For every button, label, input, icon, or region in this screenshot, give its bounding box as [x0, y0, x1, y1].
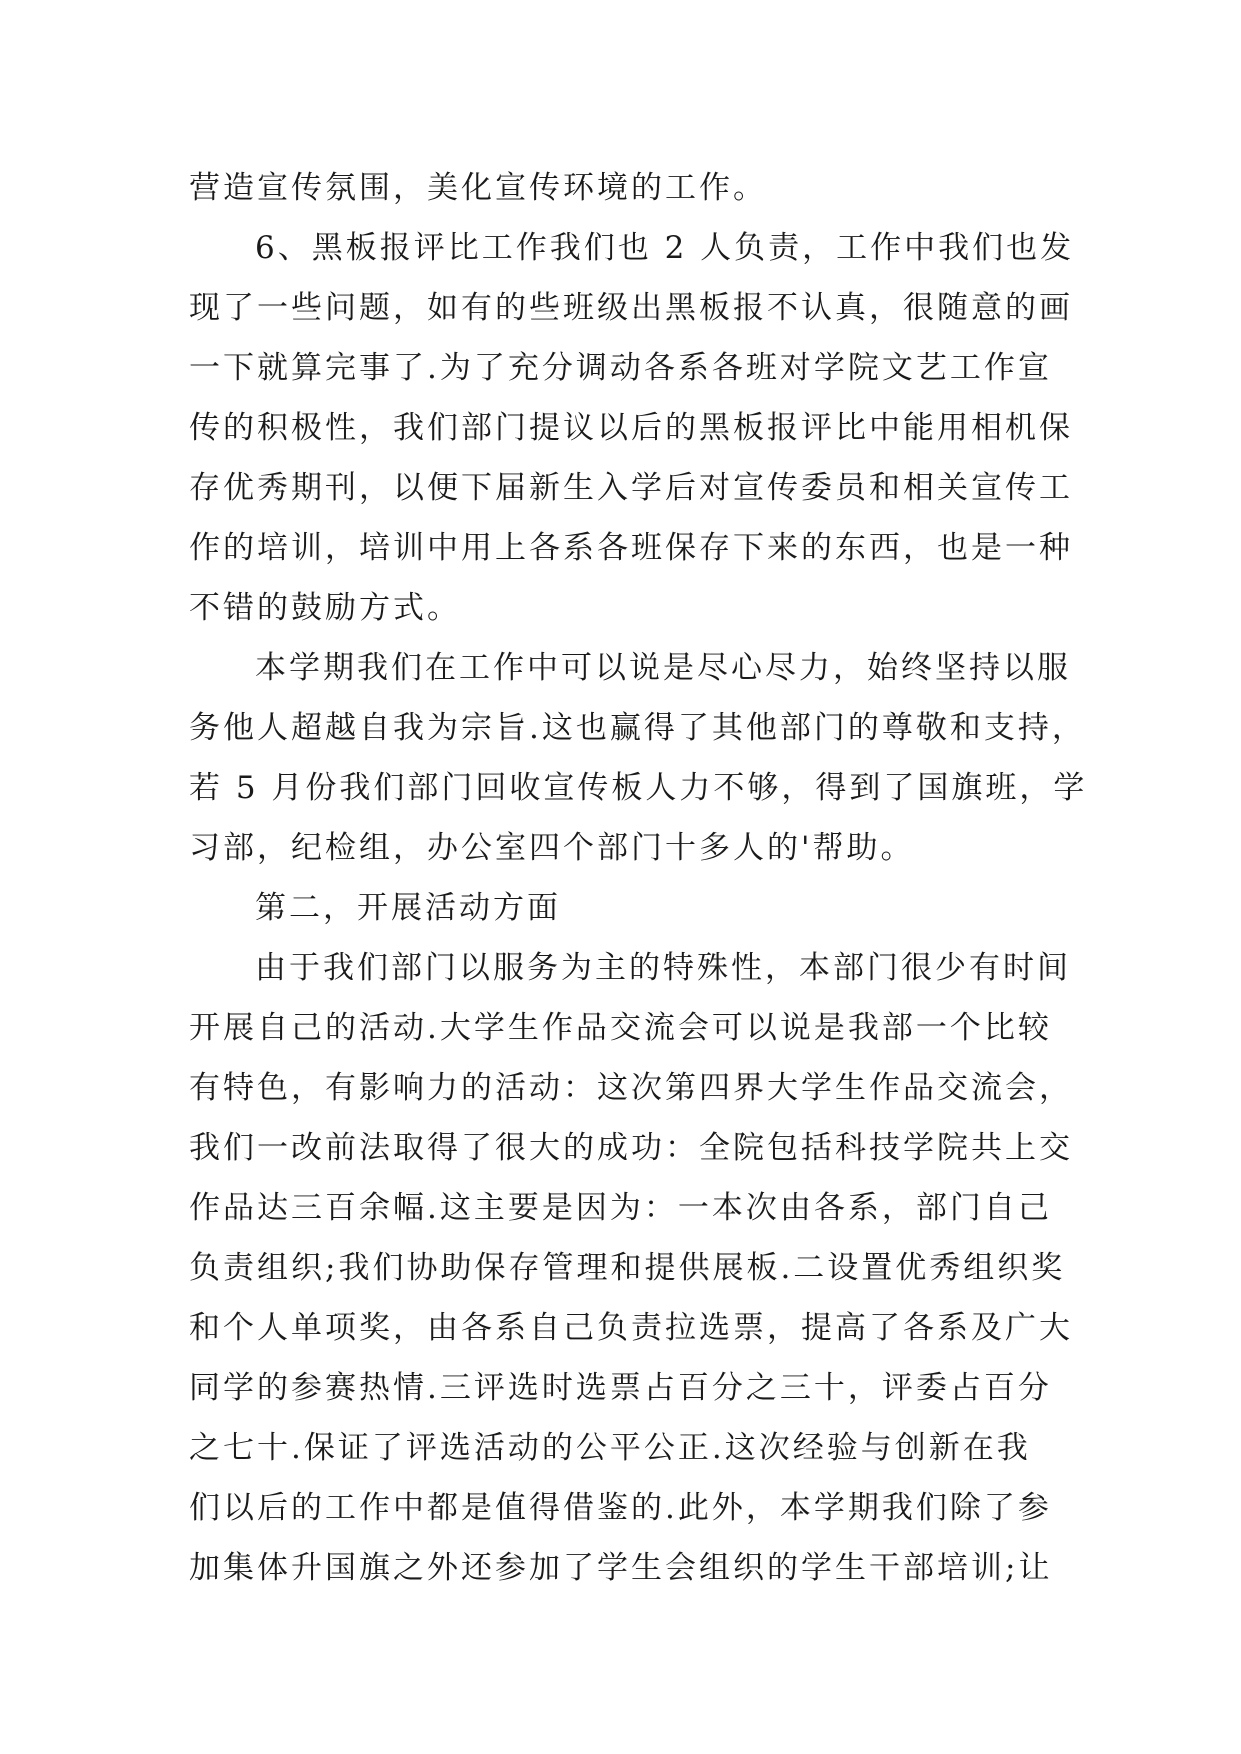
text-line: 我们一改前法取得了很大的成功：全院包括科技学院共上交 [189, 1130, 1073, 1166]
text-line: 传的积极性，我们部门提议以后的黑板报评比中能用相机保 [189, 410, 1073, 446]
body-text [189, 158, 1088, 1598]
text-line: 负责组织;我们协助保存管理和提供展板.二设置优秀组织奖 [189, 1250, 1066, 1286]
text-line: 加集体升国旗之外还参加了学生会组织的学生干部培训;让 [189, 1550, 1053, 1586]
text-line: 和个人单项奖，由各系自己负责拉选票，提高了各系及广大 [189, 1310, 1073, 1346]
text-line: 作品达三百余幅.这主要是因为：一本次由各系，部门自己 [189, 1190, 1052, 1226]
text-line: 务他人超越自我为宗旨.这也赢得了其他部门的尊敬和支持， [189, 710, 1086, 746]
text-line: 们以后的工作中都是值得借鉴的.此外，本学期我们除了参 [189, 1490, 1052, 1526]
text-line: 一下就算完事了.为了充分调动各系各班对学院文艺工作宣 [189, 350, 1052, 386]
text-line: 习部，纪检组，办公室四个部门十多人的'帮助。 [189, 830, 915, 866]
text-line: 营造宣传氛围，美化宣传环境的工作。 [189, 170, 767, 206]
text-line: 若 5 月份我们部门回收宣传板人力不够，得到了国旗班，学 [189, 770, 1088, 806]
text-line: 之七十.保证了评选活动的公平公正.这次经验与创新在我 [189, 1430, 1031, 1466]
text-line: 现了一些问题，如有的些班级出黑板报不认真，很随意的画 [189, 290, 1073, 326]
paragraph-start-line: 本学期我们在工作中可以说是尽心尽力，始终坚持以服 [255, 650, 1071, 686]
text-line: 开展自己的活动.大学生作品交流会可以说是我部一个比较 [189, 1010, 1052, 1046]
text-line: 同学的参赛热情.三评选时选票占百分之三十，评委占百分 [189, 1370, 1052, 1406]
text-line: 有特色，有影响力的活动：这次第四界大学生作品交流会， [189, 1070, 1073, 1106]
text-line: 作的培训，培训中用上各系各班保存下来的东西，也是一种 [189, 530, 1073, 566]
paragraph-start-line: 由于我们部门以服务为主的特殊性，本部门很少有时间 [255, 950, 1071, 986]
section-heading: 第二，开展活动方面 [255, 890, 561, 926]
text-line: 存优秀期刊，以便下届新生入学后对宣传委员和相关宣传工 [189, 470, 1073, 506]
text-line: 不错的鼓励方式。 [189, 590, 461, 626]
paragraph-start-line: 6、黑板报评比工作我们也 2 人负责，工作中我们也发 [255, 230, 1075, 266]
